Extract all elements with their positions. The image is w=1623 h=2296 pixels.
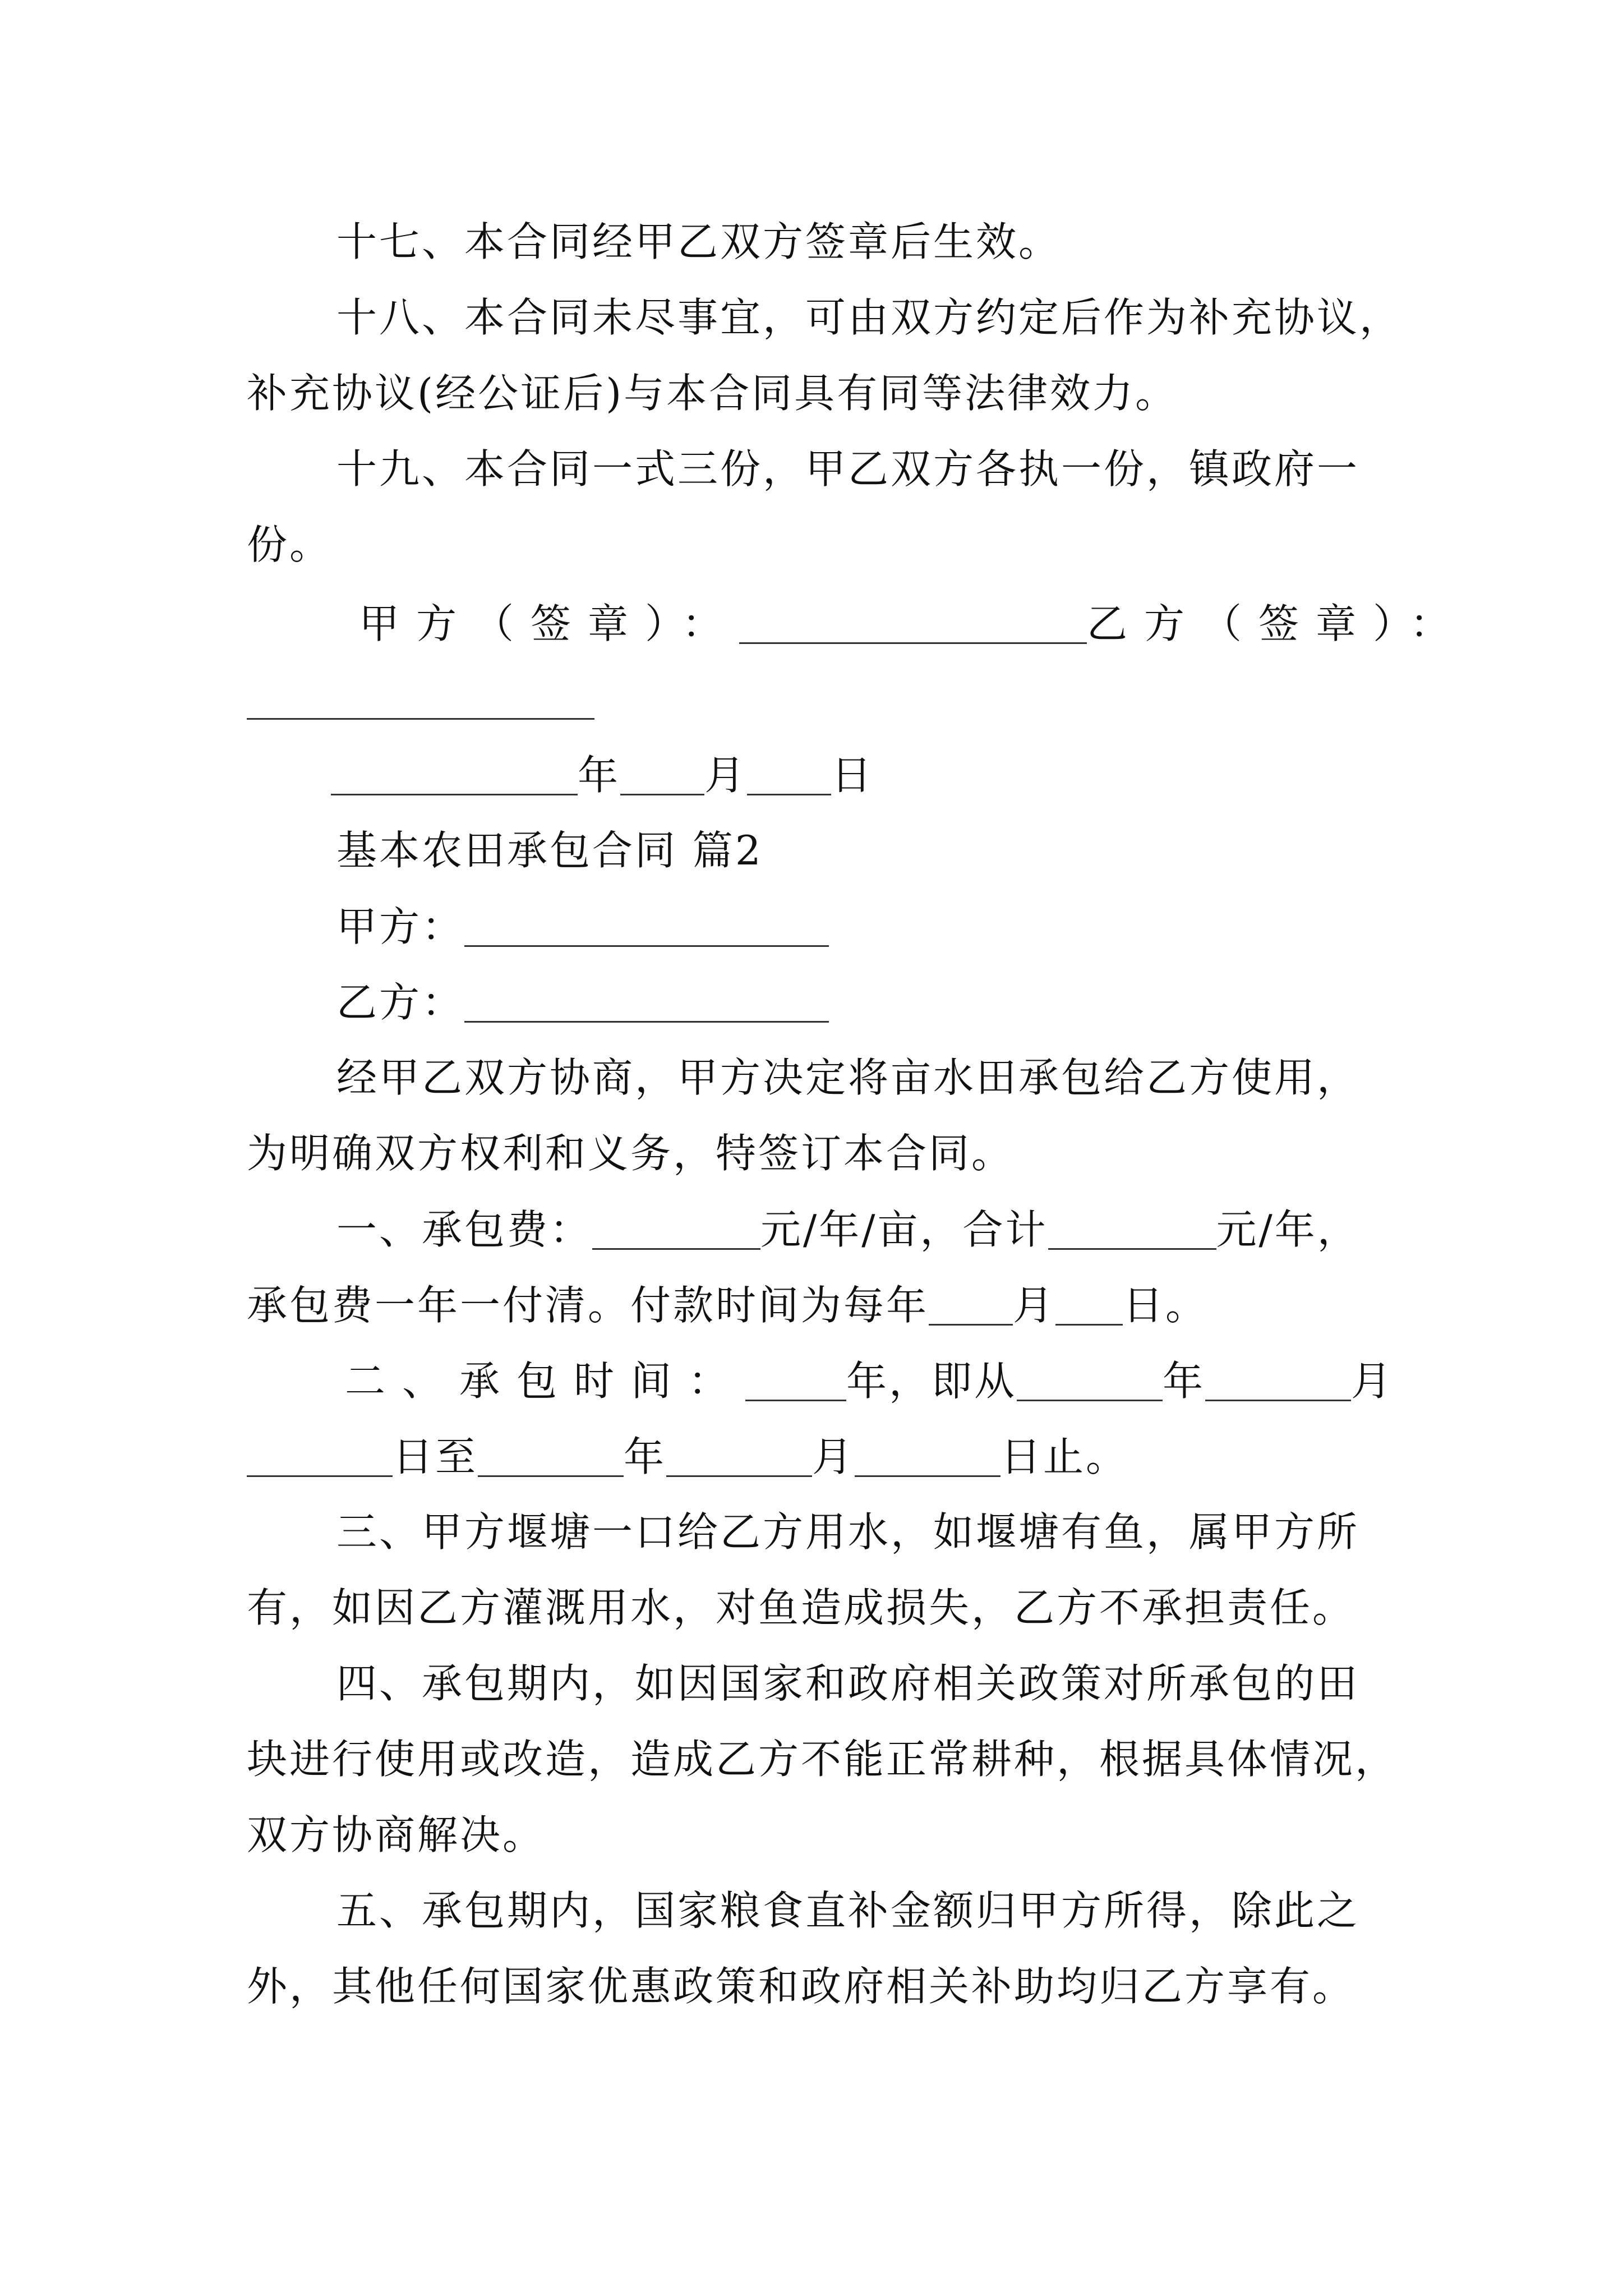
party-a-label: 甲方： [336,903,465,950]
party-a-signature-blank [739,603,1087,644]
clause-1-day: 日。 [1123,1282,1209,1329]
clause-18-line-2: 补充协议(经公证后)与本合同具有同等法律效力。 [247,370,1178,417]
end-year-blank [478,1436,624,1477]
fee-per-mu-blank [592,1209,760,1250]
term-years-blank [745,1360,846,1401]
signature-line [359,600,1468,647]
payment-month-blank [929,1285,1013,1326]
clause-5-line-2: 外，其他任何国家优惠政策和政府相关补助均归乙方享有。 [247,1963,1355,2010]
party-b-label: 乙方： [336,979,465,1026]
clause-4-line-2: 块进行使用或改造，造成乙方不能正常耕种，根据具体情况， [247,1736,1398,1783]
clause-2-month: 月 [1351,1358,1394,1405]
clause-1-month: 月 [1013,1282,1056,1329]
party-b-signature-continued [247,679,594,720]
end-day-blank [855,1436,1000,1477]
clause-4-line-1: 四、承包期内，如因国家和政府相关政策对所承包的田 [336,1660,1360,1707]
clause-19-line-1: 十九、本合同一式三份，甲乙双方各执一份，镇政府一 [336,445,1360,493]
clause-2-end: 日止。 [1000,1433,1129,1480]
signature-date [331,752,874,799]
section-title: 基本农田承包合同 篇2 [336,827,763,874]
clause-2-prefix: 二、承包时间： [345,1358,746,1405]
clause-2-end-year: 年 [624,1433,667,1480]
end-month-blank [666,1436,812,1477]
clause-2-end-month: 月 [812,1433,855,1480]
fee-total-blank [1048,1209,1216,1250]
date-year-label: 年 [578,752,621,799]
date-year-blank [331,754,578,795]
intro-line-2: 为明确双方权利和义务，特签订本合同。 [247,1130,1015,1177]
start-day-blank [247,1436,393,1477]
clause-4-line-3: 双方协商解决。 [247,1811,546,1858]
party-b-line [336,979,829,1026]
clause-3-line-2: 有，如因乙方灌溉用水，对鱼造成损失，乙方不承担责任。 [247,1584,1355,1631]
clause-3-line-1: 三、甲方堰塘一口给乙方用水，如堰塘有鱼，属甲方所 [336,1508,1360,1556]
clause-5-line-1: 五、承包期内，国家粮食直补金额归甲方所得，除此之 [336,1887,1360,1934]
party-b-blank [464,982,829,1023]
start-month-blank [1205,1360,1351,1401]
party-a-signature-label: 甲方（签章）： [359,600,740,647]
clause-2-line-1 [345,1358,1394,1405]
clause-17: 十七、本合同经甲乙双方签章后生效。 [336,218,1062,265]
clause-2-year: 年，即从 [846,1358,1017,1405]
clause-18-line-1: 十八、本合同未尽事宜，可由双方约定后作为补充协议， [336,294,1403,341]
party-b-signature-label: 乙方（签章）： [1087,600,1468,647]
date-month-label: 月 [704,752,748,799]
clause-2-line-2 [247,1433,1129,1480]
clause-2-year-2: 年 [1163,1358,1206,1405]
clause-1-unit-2: 元/年， [1216,1206,1360,1253]
clause-19-line-2: 份。 [247,521,333,568]
clause-1-line-1 [336,1206,1360,1253]
clause-1-line-2 [247,1282,1209,1329]
payment-day-blank [1055,1285,1123,1326]
intro-line-1: 经甲乙双方协商，甲方决定将亩水田承包给乙方使用， [336,1054,1360,1101]
clause-1-line-2-prefix: 承包费一年一付清。付款时间为每年 [247,1282,929,1329]
clause-1-unit-1: 元/年/亩，合计 [760,1206,1048,1253]
date-day-blank [747,754,831,795]
clause-2-day-to: 日至 [393,1433,478,1480]
date-day-label: 日 [831,752,874,799]
party-a-line [336,903,829,950]
start-year-blank [1017,1360,1163,1401]
clause-1-prefix: 一、承包费： [336,1206,593,1253]
party-b-signature-blank [247,679,594,720]
party-a-blank [464,906,829,947]
date-month-blank [620,754,704,795]
